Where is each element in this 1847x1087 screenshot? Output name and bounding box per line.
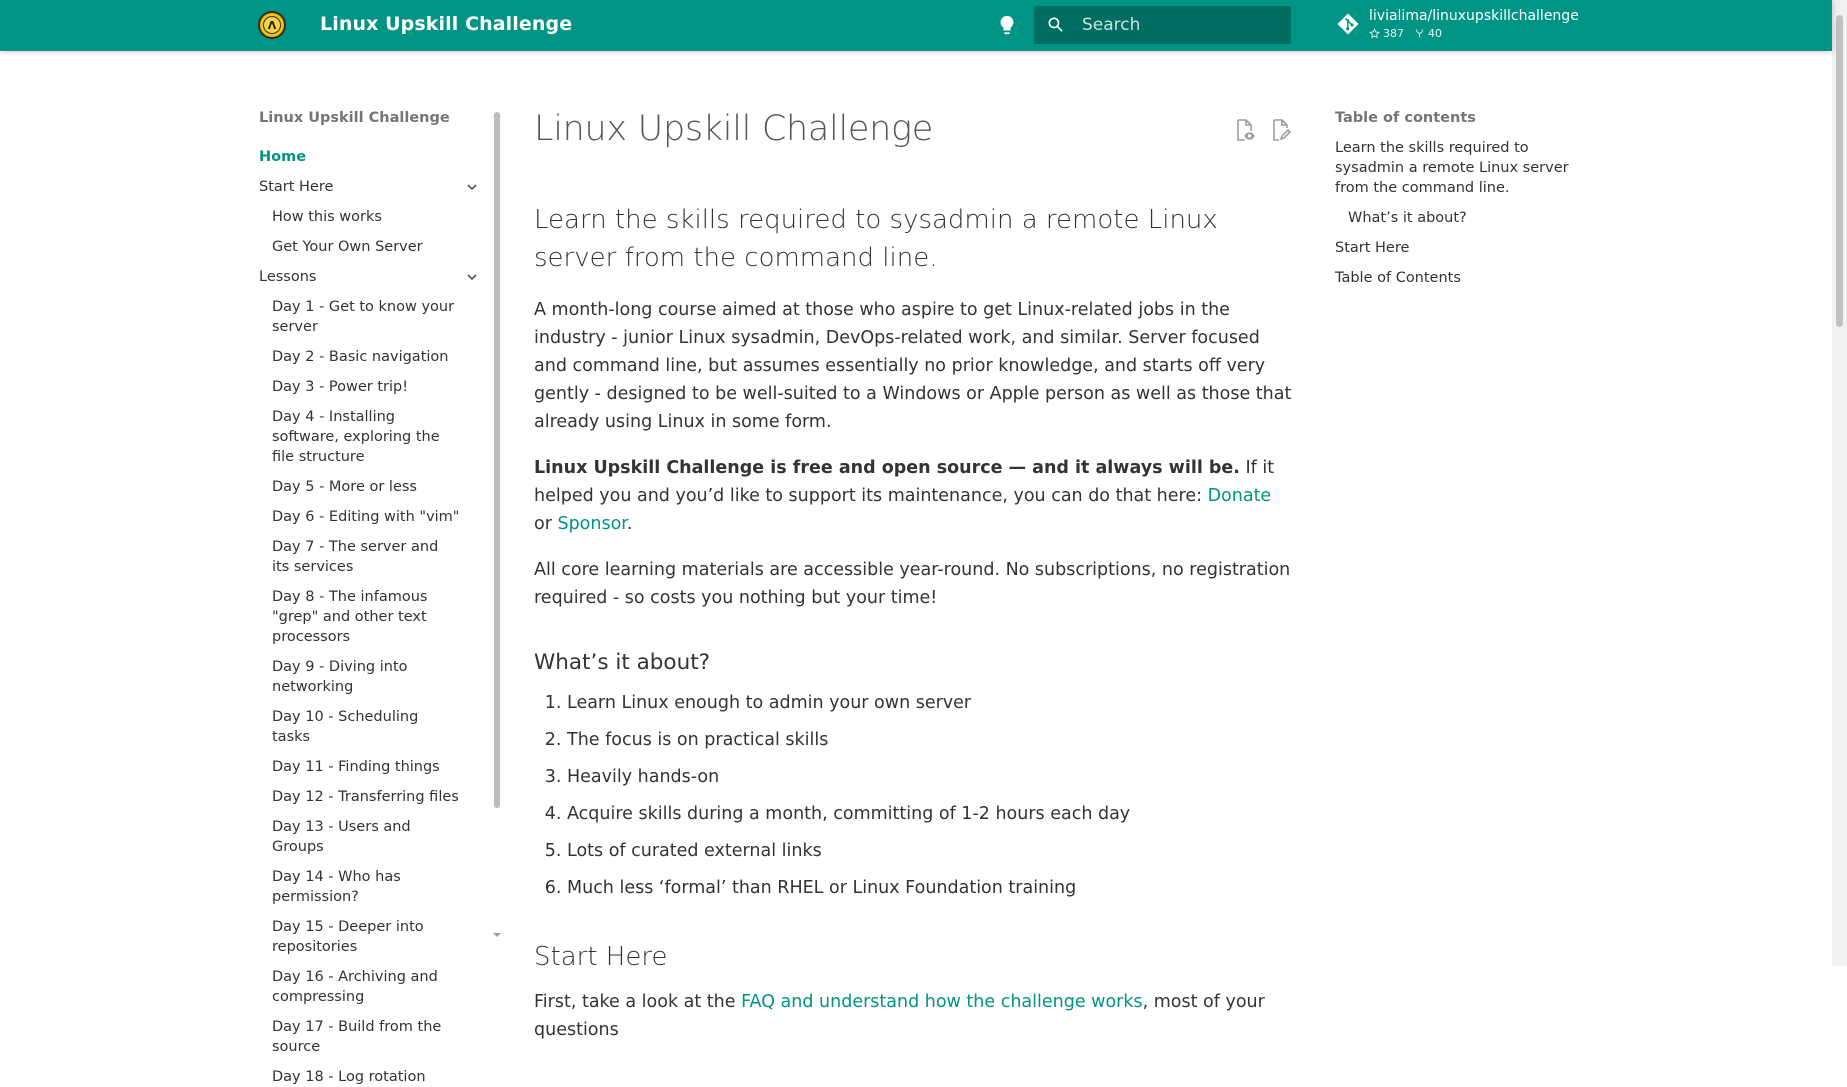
sidebar-item-label: Day 10 - Scheduling tasks (272, 709, 419, 745)
sidebar-item[interactable] (259, 917, 484, 957)
sidebar-item-label: Day 17 - Build from the source (272, 1019, 442, 1055)
sidebar-item[interactable] (259, 757, 484, 777)
top-header (0, 0, 1832, 51)
sidebar-scrollbar[interactable] (494, 112, 500, 808)
sidebar-title: Linux Upskill Challenge (259, 110, 450, 126)
sidebar-item-label: Day 13 - Users and Groups (272, 819, 411, 855)
sidebar-item-label: Lessons (259, 269, 317, 285)
chevron-down-icon[interactable] (464, 179, 480, 195)
sidebar-item-label: Day 11 - Finding things (272, 759, 440, 775)
star-icon (1369, 28, 1380, 39)
nav-list (259, 147, 484, 1087)
start-paragraph (534, 988, 1294, 1044)
page-title: Linux Upskill Challenge (534, 109, 933, 149)
logo-mark: Λ (263, 16, 281, 34)
repo-forks (1414, 27, 1442, 40)
search-box[interactable] (1034, 6, 1291, 44)
feature-item: 2. The focus is on practical skills (567, 726, 1294, 754)
feature-item: 5. Lots of curated external links (567, 837, 1294, 865)
sidebar-item[interactable] (259, 817, 484, 857)
sidebar-item[interactable] (259, 867, 484, 907)
sidebar-item[interactable] (259, 237, 484, 257)
repo-facts (1369, 27, 1442, 40)
donate-link[interactable]: Donate (1207, 486, 1272, 506)
search-icon (1046, 15, 1066, 35)
or-text: or (534, 514, 558, 534)
sidebar-item-label: Day 5 - More or less (272, 479, 417, 495)
support-paragraph (534, 454, 1294, 538)
sidebar-item-label: Day 9 - Diving into networking (272, 659, 408, 695)
sidebar-item-label: How this works (272, 209, 382, 225)
sidebar-item[interactable] (259, 787, 484, 807)
sidebar-item-label: Start Here (259, 179, 334, 195)
sidebar-item[interactable] (259, 267, 484, 287)
start-text-pre: First, take a look at the (534, 992, 742, 1012)
feature-item: 6. Much less ‘formal’ than RHEL or Linux Foundation training (567, 874, 1294, 902)
sidebar-item[interactable] (259, 477, 484, 497)
sidebar-item-label: Home (259, 149, 307, 165)
repo-link[interactable] (1336, 6, 1579, 46)
lightbulb-icon[interactable] (996, 13, 1018, 37)
sidebar-item[interactable] (259, 587, 484, 647)
sidebar-item[interactable] (259, 707, 484, 747)
start-text-post: , most of your questions (534, 992, 1265, 1040)
main-content (534, 100, 1294, 1062)
sidebar-item[interactable] (259, 537, 484, 577)
sidebar-item-label: Day 6 - Editing with "vim" (272, 509, 460, 525)
sidebar-item-label: Day 1 - Get to know your server (272, 299, 455, 335)
lead-heading: Learn the skills required to sysadmin a remote Linux server from the command line. (534, 205, 1218, 273)
chevron-down-icon[interactable] (464, 269, 480, 285)
page-scrollbar-thumb[interactable] (1836, 15, 1843, 327)
feature-item: 4. Acquire skills during a month, committing of 1-2 hours each day (567, 800, 1294, 828)
toc-link[interactable]: Table of Contents (1335, 270, 1461, 286)
intro-paragraph: A month-long course aimed at those who aspire to get Linux-related jobs in the industry - junior Linux sysadmin, DevOps-related work, and similar. Server focused and command line, but assumes essentially no prior knowledge, and starts off very gently - designed to be well-suited to a Windows or Apple person as well as those that already using Linux in some form. (534, 300, 1292, 432)
fork-icon (1414, 28, 1425, 39)
repo-name: livialima/linuxupskillchallenge (1369, 8, 1579, 24)
sidebar-item-label: Day 18 - Log rotation (272, 1069, 426, 1085)
sidebar-item-label: Day 16 - Archiving and compressing (272, 969, 438, 1005)
site-title[interactable]: Linux Upskill Challenge (320, 13, 573, 35)
sidebar-item[interactable] (259, 1067, 484, 1087)
sidebar-item[interactable] (259, 507, 484, 527)
free-statement: Linux Upskill Challenge is free and open source — and it always will be. (534, 458, 1240, 478)
sidebar-item-label: Day 12 - Transferring files (272, 789, 459, 805)
sidebar-item[interactable] (259, 657, 484, 697)
table-of-contents (1335, 110, 1570, 298)
sidebar-scroll-down-arrow[interactable] (493, 933, 501, 937)
sidebar-item[interactable] (259, 297, 484, 337)
sidebar-item-label: Day 14 - Who has permission? (272, 869, 401, 905)
sidebar-item[interactable] (259, 147, 484, 167)
sidebar-item[interactable] (259, 207, 484, 227)
feature-item: 1. Learn Linux enough to admin your own server (567, 689, 1294, 717)
repo-stars (1369, 27, 1404, 40)
sidebar-item-label: Day 2 - Basic navigation (272, 349, 449, 365)
period-text: . (626, 514, 633, 534)
sidebar-item-label: Day 3 - Power trip! (272, 379, 409, 395)
search-input[interactable] (1082, 6, 1282, 44)
sidebar-item[interactable] (259, 347, 484, 367)
sidebar-item-label: Day 4 - Installing software, exploring the file structure (272, 409, 440, 465)
features-list (534, 689, 1294, 902)
sponsor-link[interactable]: Sponsor (557, 514, 627, 534)
toc-link[interactable]: What’s it about? (1348, 210, 1467, 226)
sidebar-item-label: Get Your Own Server (272, 239, 423, 255)
git-icon (1336, 12, 1360, 36)
sidebar-item-label: Day 15 - Deeper into repositories (272, 919, 424, 955)
faq-link[interactable]: FAQ and understand how the challenge works (741, 992, 1143, 1012)
toc-link[interactable]: Learn the skills required to sysadmin a remote Linux server from the command line. (1335, 140, 1569, 196)
about-heading: What’s it about? (534, 650, 711, 675)
access-paragraph: All core learning materials are accessible year-round. No subscriptions, no registration required - so costs you nothing but your time! (534, 560, 1291, 608)
toc-link[interactable]: Start Here (1335, 240, 1410, 256)
toc-list (1335, 138, 1570, 288)
sidebar-nav (259, 110, 484, 1085)
sidebar-item[interactable] (259, 1017, 484, 1057)
sidebar-item[interactable] (259, 177, 484, 197)
support-text: If it helped you and you’d like to support its maintenance, you can do that here: (534, 458, 1275, 506)
forks-count: 40 (1428, 27, 1442, 40)
stars-count: 387 (1383, 27, 1404, 40)
sidebar-item[interactable] (259, 407, 484, 467)
sidebar-item-label: Day 7 - The server and its services (272, 539, 439, 575)
sidebar-item-label: Day 8 - The infamous "grep" and other text processors (272, 589, 428, 645)
start-heading: Start Here (534, 942, 668, 972)
sidebar-item[interactable] (259, 377, 484, 397)
site-logo[interactable] (258, 11, 286, 39)
feature-item: 3. Heavily hands-on (567, 763, 1294, 791)
sidebar-item[interactable] (259, 967, 484, 1007)
toc-title: Table of contents (1335, 110, 1476, 126)
